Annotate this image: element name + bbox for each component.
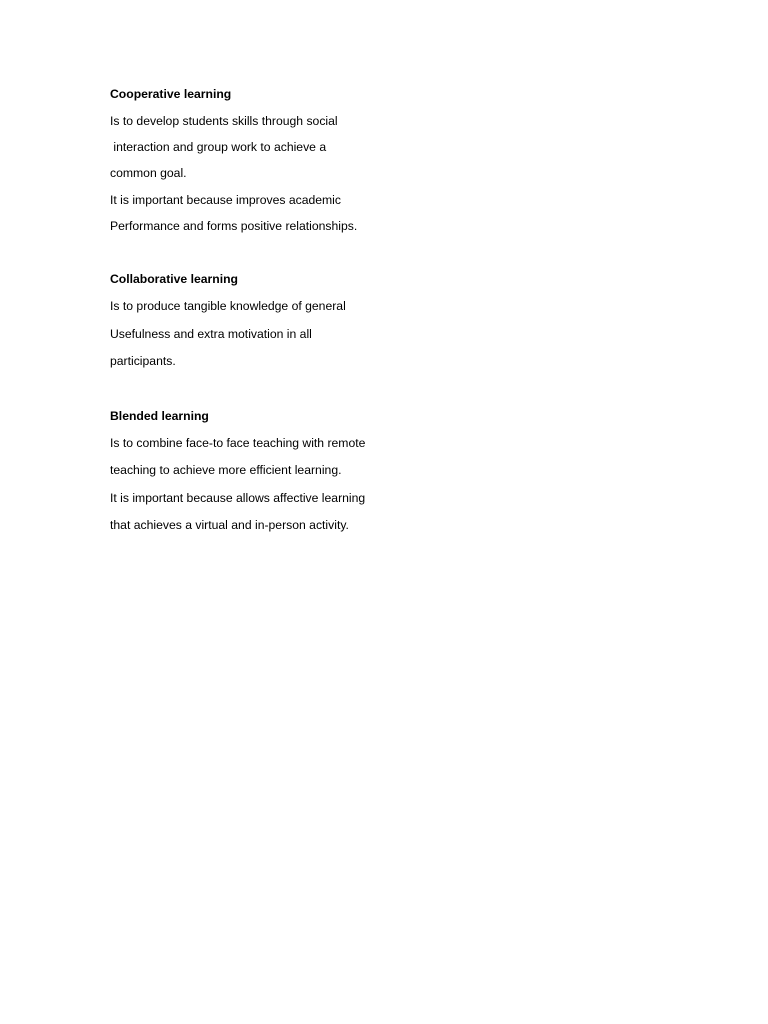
section-heading: Blended learning: [110, 409, 209, 423]
paragraph-line: that achieves a virtual and in-person activity.: [110, 518, 349, 532]
paragraph-line: Is to produce tangible knowledge of general: [110, 299, 346, 313]
paragraph-line: Performance and forms positive relationships.: [110, 219, 358, 233]
paragraph-line: It is important because allows affective learning: [110, 491, 366, 505]
paragraph-line: common goal.: [110, 166, 187, 180]
paragraph-line: participants.: [110, 354, 176, 368]
paragraph-line: interaction and group work to achieve a: [110, 140, 327, 154]
paragraph-line: Is to develop students skills through social: [110, 114, 338, 128]
section-heading: Collaborative learning: [110, 272, 238, 286]
paragraph-line: teaching to achieve more efficient learning.: [110, 463, 342, 477]
section-heading: Cooperative learning: [110, 87, 232, 101]
paragraph-line: Is to combine face-to face teaching with remote: [110, 436, 366, 450]
paragraph-line: Usefulness and extra motivation in all: [110, 327, 312, 341]
paragraph-line: It is important because improves academic: [110, 193, 341, 207]
